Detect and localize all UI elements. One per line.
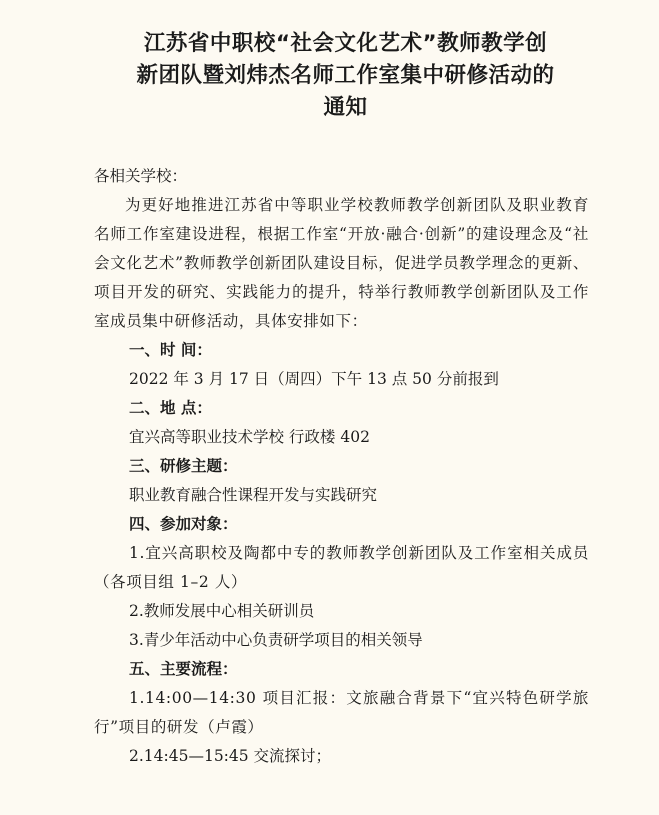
participant-item: 3.青少年活动中心负责研学项目的相关领导 bbox=[129, 631, 423, 649]
section-place-heading: 二、地 点： bbox=[129, 399, 212, 417]
title-line-2: 新团队暨刘炜杰名师工作室集中研修活动的 bbox=[136, 63, 555, 88]
section-participants-heading: 四、参加对象： bbox=[129, 515, 238, 533]
section-theme-heading: 三、研修主题： bbox=[129, 457, 238, 475]
title-line-3: 通知 bbox=[323, 95, 368, 120]
section-place-value: 宜兴高等职业技术学校 行政楼 402 bbox=[129, 428, 370, 446]
salutation: 各相关学校： bbox=[94, 167, 188, 185]
intro-paragraph: 为更好地推进江苏省中等职业学校教师教学创新团队及职业教育名师工作室建设进程，根据工作室“开放·融合·创新”的建设理念及“社会文化艺术”教师教学创新团队建设目标，促进学员教学理念的更新、项目开发的研究、实践能力的提升，特举行教师教学创新团队及工作室成员集中研修活动，具体安排如下： bbox=[94, 196, 589, 330]
section-time-heading: 一、时 间： bbox=[129, 341, 212, 359]
section-time-value: 2022 年 3 月 17 日（周四）下午 13 点 50 分前报到 bbox=[129, 370, 499, 388]
section-theme-value: 职业教育融合性课程开发与实践研究 bbox=[129, 486, 378, 504]
participant-item: 1.宜兴高职校及陶都中专的教师教学创新团队及工作室相关成员（各项目组 1–2 人） bbox=[94, 544, 589, 591]
participant-item: 2.教师发展中心相关研训员 bbox=[129, 602, 315, 620]
document-title bbox=[54, 28, 629, 124]
section-process-heading: 五、主要流程： bbox=[129, 660, 238, 678]
process-item: 2.14:45—15:45 交流探讨； bbox=[129, 747, 332, 765]
process-item: 1.14:00—14:30 项目汇报：文旅融合背景下“宜兴特色研学旅行”项目的研发（卢霞） bbox=[94, 689, 589, 736]
title-line-1: 江苏省中职校“社会文化艺术”教师教学创 bbox=[143, 31, 548, 56]
